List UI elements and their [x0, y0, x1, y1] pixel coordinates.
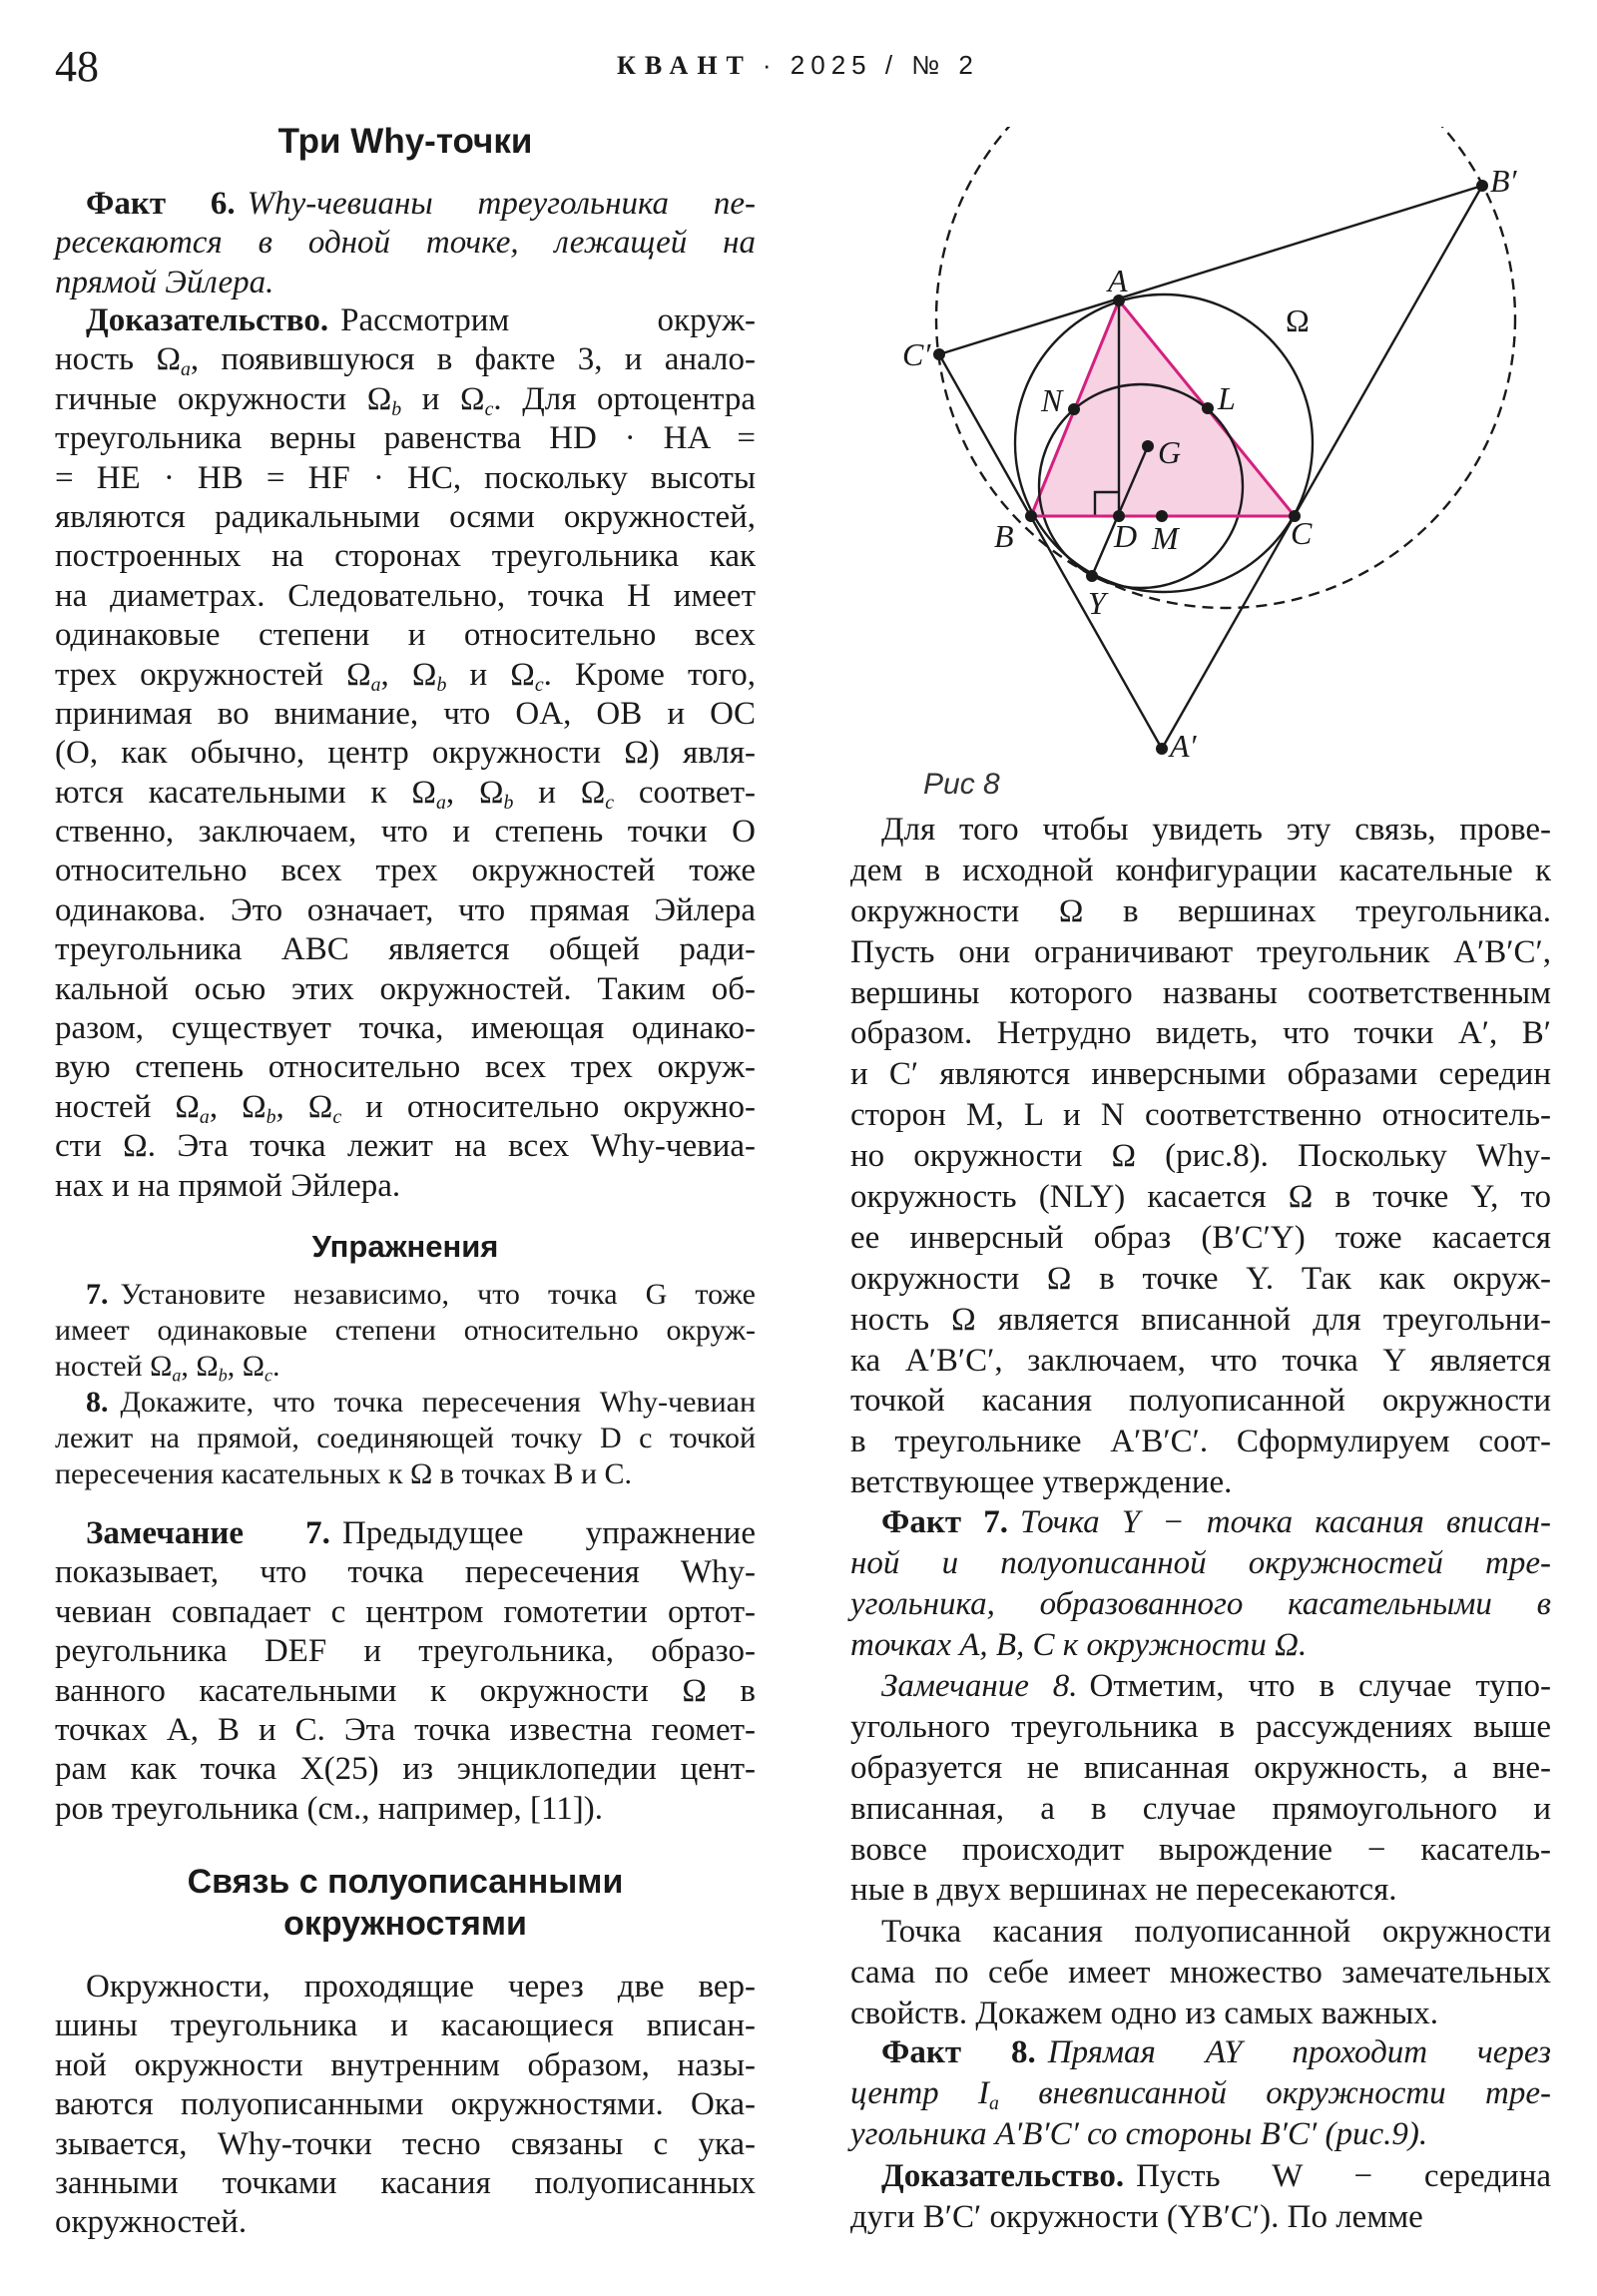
- text-line: [850, 1870, 1551, 1911]
- text-line: [850, 1502, 1551, 1543]
- text-line: [850, 1462, 1551, 1503]
- text-line: [55, 930, 756, 969]
- line-text: прямой Эйлера.: [55, 264, 274, 300]
- line-text: ваются полуописанными окружностями. Ока-: [55, 2086, 756, 2123]
- line-text: в треугольнике A′B′C′. Сформулируем соот-: [850, 1424, 1551, 1460]
- line-text: вую степень относительно всех трех окруж-: [55, 1049, 756, 1086]
- line-text: нах и на прямой Эйлера.: [55, 1167, 401, 1204]
- line-text: угольного треугольника в рассуждениях выше: [850, 1708, 1551, 1745]
- paragraph-tangents: [850, 810, 1551, 1503]
- line-text: окружностей.: [55, 2204, 248, 2241]
- text-line: [55, 1553, 756, 1592]
- line-text: ресекаются в одной точке, лежащей на: [55, 225, 756, 262]
- line-text: точкой касания полуописанной окружности: [850, 1383, 1551, 1420]
- line-text: треугольника ABC является общей ради-: [55, 931, 756, 968]
- text-line: [850, 810, 1551, 851]
- line-text: точках A, B, C к окружности Ω.: [850, 1626, 1308, 1663]
- line-text: вершины которого названы соответственным: [850, 974, 1551, 1011]
- text-line: [850, 2197, 1551, 2238]
- exercise-8: [55, 1385, 756, 1492]
- line-text: сторон M, L и N соответственно относитель-: [850, 1097, 1551, 1134]
- line-text: вовсе происходит вырождение − касатель-: [850, 1831, 1551, 1868]
- line-text: и C′ являются инверсными образами середин: [850, 1056, 1551, 1093]
- label-b: B: [994, 518, 1014, 554]
- line-text: центр $I_a$ вневписанной окружности тре-: [850, 2074, 1551, 2114]
- page-number: 48: [55, 42, 99, 91]
- line-text: вписанная, а в случае прямоугольного и: [850, 1790, 1551, 1827]
- text-line: [55, 1009, 756, 1048]
- text-line: [55, 891, 756, 930]
- point-a-prime: [1156, 743, 1168, 755]
- line-text: показывает, что точка пересечения Why-: [55, 1554, 756, 1591]
- fact-7: [850, 1502, 1551, 1666]
- text-line: [850, 1300, 1551, 1341]
- label-l: L: [1218, 380, 1236, 416]
- point-y: [1086, 570, 1098, 582]
- line-text: Отметим, что в случае тупо-: [1089, 1668, 1551, 1704]
- line-text: лежит на прямой, соединяющей точку D с точкой: [55, 1422, 756, 1454]
- label-n: N: [1041, 382, 1063, 418]
- text-line: [850, 1218, 1551, 1259]
- line-text: образуется не вписанная окружность, а вне-: [850, 1749, 1551, 1786]
- text-line: [55, 1048, 756, 1087]
- point-b: [1025, 510, 1037, 522]
- line-text: угольника A′B′C′ со стороны B′C′ (рис.9).: [850, 2115, 1428, 2152]
- line-text: на диаметрах. Следовательно, точка H имеет: [55, 577, 756, 614]
- point-b-prime: [1476, 180, 1488, 192]
- text-line: [850, 891, 1551, 932]
- line-text: Окружности, проходящие через две вер-: [86, 1969, 756, 2005]
- proof-fact-8: [850, 2156, 1551, 2238]
- lead-label: Замечание 8.: [881, 1668, 1078, 1704]
- line-text: Рассмотрим окруж-: [340, 302, 756, 338]
- text-line: [850, 1953, 1551, 1994]
- line-text: являются радикальными осями окружностей,: [55, 498, 756, 535]
- line-text: ее инверсный образ (B′C′Y) тоже касается: [850, 1219, 1551, 1256]
- text-line: [55, 2125, 756, 2164]
- text-line: [850, 2032, 1551, 2073]
- lead-label: Факт 6.: [86, 186, 236, 222]
- remark-7: [55, 1514, 756, 1829]
- label-b-prime: B′: [1490, 163, 1517, 199]
- label-c-prime: C′: [902, 336, 931, 372]
- line-text: точках A, B и C. Эта точка известна геомет-: [55, 1711, 756, 1748]
- line-text: одинакова. Это означает, что прямая Эйлера: [55, 891, 756, 928]
- line-text: = HE · HB = HF · HC, поскольку высоты: [55, 459, 756, 496]
- text-line: [55, 2164, 756, 2203]
- text-line: [55, 1167, 756, 1206]
- line-text: трех окружностей $\Omega_a$, $\Omega_b$ и $\Omega_c$. Кроме того,: [55, 656, 756, 696]
- text-line: [850, 1381, 1551, 1422]
- line-text: имеет одинаковые степени относительно окруж-: [55, 1314, 756, 1347]
- lead-label: 8.: [86, 1386, 109, 1419]
- text-line: [850, 1422, 1551, 1462]
- lead-label: Факт 8.: [881, 2034, 1036, 2070]
- label-m: M: [1152, 520, 1179, 556]
- line-text: ванного касательными к окружности Ω в: [55, 1672, 756, 1709]
- text-line: [55, 2046, 756, 2085]
- text-line: [55, 1632, 756, 1671]
- text-line: [850, 1789, 1551, 1830]
- remark-8: [850, 1666, 1551, 1911]
- text-line: [55, 1514, 756, 1553]
- line-text: гичные окружности $\Omega_b$ и $\Omega_c$. Для ортоцентра: [55, 380, 757, 420]
- text-line: [850, 1054, 1551, 1095]
- line-text: свойств. Докажем одно из самых важных.: [850, 1995, 1439, 2031]
- text-line: [850, 1666, 1551, 1707]
- line-text: ность $\Omega_a$, появившуюся в факте 3, и анало-: [55, 341, 757, 381]
- line-text: кальной осью этих окружностей. Таким об-: [55, 970, 756, 1007]
- text-line: [850, 1748, 1551, 1789]
- line-text: разом, существует точка, имеющая одинако-: [55, 1010, 756, 1047]
- line-text: ются касательными к $\Omega_a$, $\Omega_b$ и $\Omega_c$ соответ-: [55, 774, 756, 814]
- text-line: [55, 1456, 756, 1492]
- section-title-why-points: Три Why-точки: [277, 122, 533, 161]
- label-omega: Ω: [1286, 302, 1310, 338]
- text-line: [850, 932, 1551, 973]
- lead-label: Доказательство.: [86, 302, 329, 338]
- text-line: [850, 1095, 1551, 1136]
- line-text: Докажите, что точка пересечения Why-чевиан: [120, 1386, 756, 1419]
- line-text: ные в двух вершинах не пересекаются.: [850, 1872, 1397, 1909]
- label-a: A: [1108, 263, 1128, 298]
- text-line: [55, 852, 756, 890]
- text-line: [850, 1177, 1551, 1218]
- line-text: одинаковые степени и относительно всех: [55, 617, 756, 654]
- line-text: шины треугольника и касающиеся вписан-: [55, 2008, 756, 2044]
- section-title-line: Связь с полуописанными: [187, 1863, 624, 1901]
- text-line: [55, 2085, 756, 2124]
- lead-label: 7.: [86, 1278, 109, 1311]
- line-text: ность Ω является вписанной для треугольни-: [850, 1301, 1551, 1338]
- label-y: Y: [1088, 585, 1106, 621]
- line-text: Для того чтобы увидеть эту связь, прове-: [881, 812, 1551, 848]
- intro-paragraph: [55, 1968, 756, 2243]
- text-line: [55, 1313, 756, 1349]
- label-a-prime: A′: [1170, 728, 1197, 764]
- text-line: [55, 1421, 756, 1456]
- section-title-semi-circumscribed: [55, 1861, 756, 1945]
- line-text: Точка Y − точка касания вписан-: [1019, 1504, 1551, 1540]
- line-text: чевиан совпадает с центром гомотетии ортот-: [55, 1593, 756, 1630]
- line-text: треугольника верны равенства HD · HA =: [55, 420, 756, 457]
- text-line: [850, 973, 1551, 1014]
- text-line: [55, 1790, 756, 1829]
- label-d: D: [1114, 518, 1138, 554]
- line-text: рам как точка X(25) из энциклопедии цент-: [55, 1751, 756, 1788]
- line-text: Предыдущее упражнение: [341, 1515, 756, 1551]
- point-c-prime: [933, 348, 945, 360]
- lead-label: Факт 7.: [881, 1504, 1008, 1540]
- line-text: Пусть они ограничивают треугольник A′B′C′,: [850, 933, 1551, 970]
- line-text: ветствующее утверждение.: [850, 1464, 1233, 1501]
- paragraph-tangency-point: [850, 1912, 1551, 2034]
- figure-caption: Рис 8: [923, 768, 1000, 801]
- text-line: [55, 1088, 756, 1127]
- figure-8: [0, 0, 1597, 829]
- line-text: реугольника DEF и треугольника, образо-: [55, 1633, 756, 1670]
- text-line: [850, 1830, 1551, 1871]
- line-text: Установите независимо, что точка G тоже: [120, 1278, 756, 1311]
- exercises-heading: Упражнения: [311, 1229, 499, 1264]
- text-line: [850, 1912, 1551, 1953]
- line-text: ка A′B′C′, заключаем, что точка Y является: [850, 1342, 1551, 1379]
- line-text: но окружности Ω (рис.8). Поскольку Why-: [850, 1138, 1551, 1175]
- line-text: образом. Нетрудно видеть, что точки A′, B′: [850, 1015, 1551, 1052]
- text-line: [850, 1259, 1551, 1300]
- point-n: [1068, 403, 1080, 415]
- line-text: окружность (NLY) касается Ω в точке Y, то: [850, 1179, 1551, 1216]
- text-line: [850, 2073, 1551, 2114]
- point-l: [1202, 402, 1214, 414]
- line-text: сама по себе имеет множество замечательных: [850, 1954, 1551, 1991]
- line-text: Прямая AY проходит через: [1047, 2034, 1551, 2070]
- text-line: [850, 1707, 1551, 1748]
- line-text: зывается, Why-точки тесно связаны с ука-: [55, 2125, 756, 2162]
- exercise-7: [55, 1277, 756, 1385]
- line-text: ной окружности внутренним образом, назы-: [55, 2046, 756, 2083]
- line-text: ров треугольника (см., например, [11]).: [55, 1790, 604, 1827]
- label-c: C: [1291, 515, 1313, 551]
- journal-name: КВАНТ: [617, 51, 753, 80]
- line-text: ностей $\Omega_a$, $\Omega_b$, $\Omega_c$.: [55, 1350, 280, 1386]
- text-line: [850, 1341, 1551, 1382]
- line-text: пересечения касательных к Ω в точках B и C.: [55, 1457, 633, 1490]
- lead-label: Доказательство.: [881, 2158, 1125, 2194]
- line-text: занными точками касания полуописанных: [55, 2164, 756, 2201]
- text-line: [850, 2156, 1551, 2197]
- text-line: [55, 1968, 756, 2007]
- line-text: построенных на сторонах треугольника как: [55, 538, 756, 575]
- text-line: [850, 1625, 1551, 1666]
- text-line: [55, 1277, 756, 1313]
- text-line: [55, 1349, 756, 1385]
- text-line: [55, 2007, 756, 2045]
- text-line: [850, 851, 1551, 891]
- fact-8: [850, 2032, 1551, 2155]
- text-line: [55, 1711, 756, 1750]
- section-title-line: окружностями: [283, 1905, 527, 1943]
- line-text: ственно, заключаем, что и степень точки O: [55, 814, 756, 851]
- line-text: Точка касания полуописанной окружности: [881, 1914, 1551, 1950]
- text-line: [850, 2114, 1551, 2155]
- text-line: [55, 970, 756, 1009]
- text-line: [850, 1543, 1551, 1584]
- line-text: Пусть W − середина: [1136, 2158, 1551, 2194]
- line-text: (O, как обычно, центр окружности Ω) явля-: [55, 735, 756, 772]
- text-line: [55, 1750, 756, 1789]
- dashed-circle-b1c1y: [936, 29, 1515, 608]
- text-line: [850, 1994, 1551, 2034]
- text-line: [55, 2203, 756, 2242]
- line-text: угольника, образованного касательными в: [850, 1585, 1551, 1622]
- text-line: [55, 1672, 756, 1711]
- line-text: окружности Ω в точке Y. Так как окруж-: [850, 1260, 1551, 1297]
- issue-number: · 2025 / № 2: [762, 50, 979, 80]
- line-text: Why-чевианы треугольника пе-: [247, 186, 756, 222]
- text-line: [850, 1013, 1551, 1054]
- text-line: [55, 1127, 756, 1166]
- text-line: [850, 1584, 1551, 1625]
- line-text: дуги B′C′ окружности (YB′C′). По лемме: [850, 2198, 1423, 2235]
- text-line: [850, 1136, 1551, 1177]
- line-text: окружности Ω в вершинах треугольника.: [850, 892, 1551, 929]
- line-text: ностей $\Omega_a$, $\Omega_b$, $\Omega_c$ и относительно окружно-: [55, 1088, 756, 1128]
- line-text: принимая во внимание, что OA, OB и OC: [55, 695, 756, 732]
- line-text: дем в исходной конфигурации касательные к: [850, 852, 1551, 888]
- text-line: [55, 1385, 756, 1421]
- lead-label: Замечание 7.: [86, 1515, 330, 1551]
- label-g: G: [1158, 434, 1182, 470]
- point-g: [1142, 440, 1154, 452]
- text-line: [55, 1593, 756, 1632]
- line-text: ной и полуописанной окружностей тре-: [850, 1544, 1551, 1581]
- line-text: сти Ω. Эта точка лежит на всех Why-чевиа-: [55, 1128, 756, 1165]
- line-text: относительно всех трех окружностей тоже: [55, 853, 756, 889]
